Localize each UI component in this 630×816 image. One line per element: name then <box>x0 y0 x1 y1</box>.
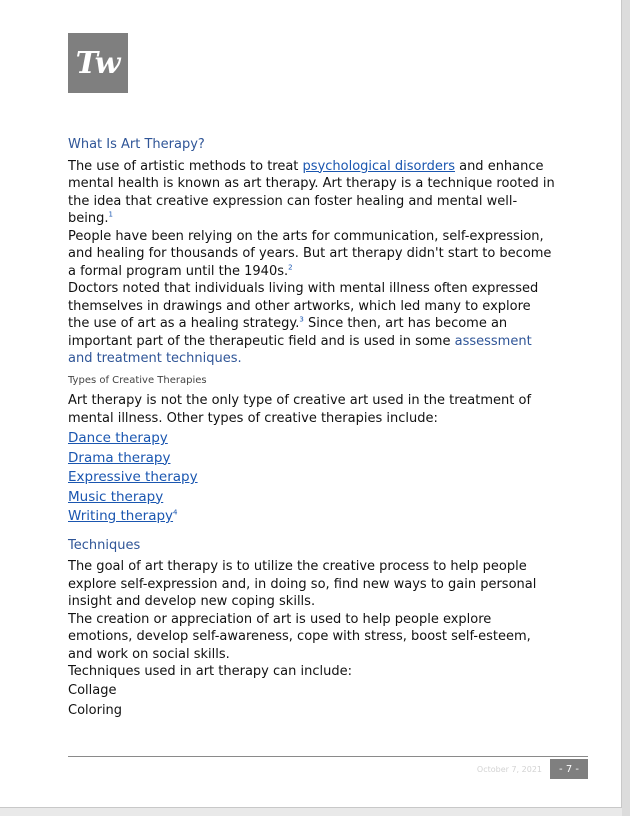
paragraph: Techniques used in art therapy can include: <box>68 664 352 679</box>
paragraph: The use of artistic methods to treat psychological disorders and enhance mental health is known as art therapy. Art therapy is a technique rooted in the idea that creative expression can foster healing and mental well-being.$^1$ <box>68 158 555 226</box>
section-heading-art-therapy: What Is Art Therapy? <box>68 137 205 152</box>
paragraph: Art therapy is not the only type of creative art used in the treatment of mental illness. Other types of creative therapies include: <box>68 393 532 426</box>
list-item: Collage <box>68 682 117 698</box>
document-body <box>68 136 556 721</box>
link-writing-therapy[interactable]: Writing therapy <box>68 508 174 524</box>
technique-list <box>68 681 556 721</box>
footnote-ref[interactable]: 3 <box>299 315 304 324</box>
paragraph: Doctors noted that individuals living with mental illness often expressed themselves in drawings and other artworks, which led many to explore the use of art as a healing strategy.$^3$ Since then, art has become an important part of the therapeutic field and is used in some assessment and treatment techniques. <box>68 281 539 366</box>
therapy-link-list <box>68 429 556 527</box>
section-heading-types: Types of Creative Therapies <box>68 374 207 386</box>
footer-divider <box>68 756 588 757</box>
paragraph: People have been relying on the arts for communication, self-expression, and healing for thousands of years. But art therapy didn't start to become a formal program until the 1940s.$^2$ <box>68 228 552 279</box>
logo <box>68 33 128 93</box>
footnote-ref[interactable]: 4 <box>173 508 178 517</box>
section-heading-techniques: Techniques <box>68 537 141 553</box>
list-item: Coloring <box>68 702 123 718</box>
blue-phrase: assessment and treatment techniques. <box>68 333 532 366</box>
svg-text:Tw: Tw <box>75 46 121 81</box>
link-psychological-disorders[interactable]: psychological disorders <box>302 158 455 174</box>
page-number: - 7 - <box>550 759 588 779</box>
paragraph: The creation or appreciation of art is used to help people explore emotions, develop self-awareness, cope with stress, boost self-esteem, and work on social skills. <box>68 611 531 662</box>
link-music-therapy[interactable]: Music therapy <box>68 488 164 505</box>
twice-logo-icon <box>74 39 122 87</box>
footnote-ref[interactable]: 1 <box>108 210 113 219</box>
footer-date: October 7, 2021 <box>476 765 542 774</box>
link-dance-therapy[interactable]: Dance therapy <box>68 430 168 446</box>
paragraph: The goal of art therapy is to utilize the creative process to help people explore self-expression and, in doing so, find new ways to gain personal insight and develop new coping skills. <box>68 559 537 609</box>
viewer-edge <box>622 0 630 816</box>
link-drama-therapy[interactable]: Drama therapy <box>68 449 171 466</box>
footnote-ref[interactable]: 2 <box>288 263 293 272</box>
link-expressive-therapy[interactable]: Expressive therapy <box>68 469 198 485</box>
